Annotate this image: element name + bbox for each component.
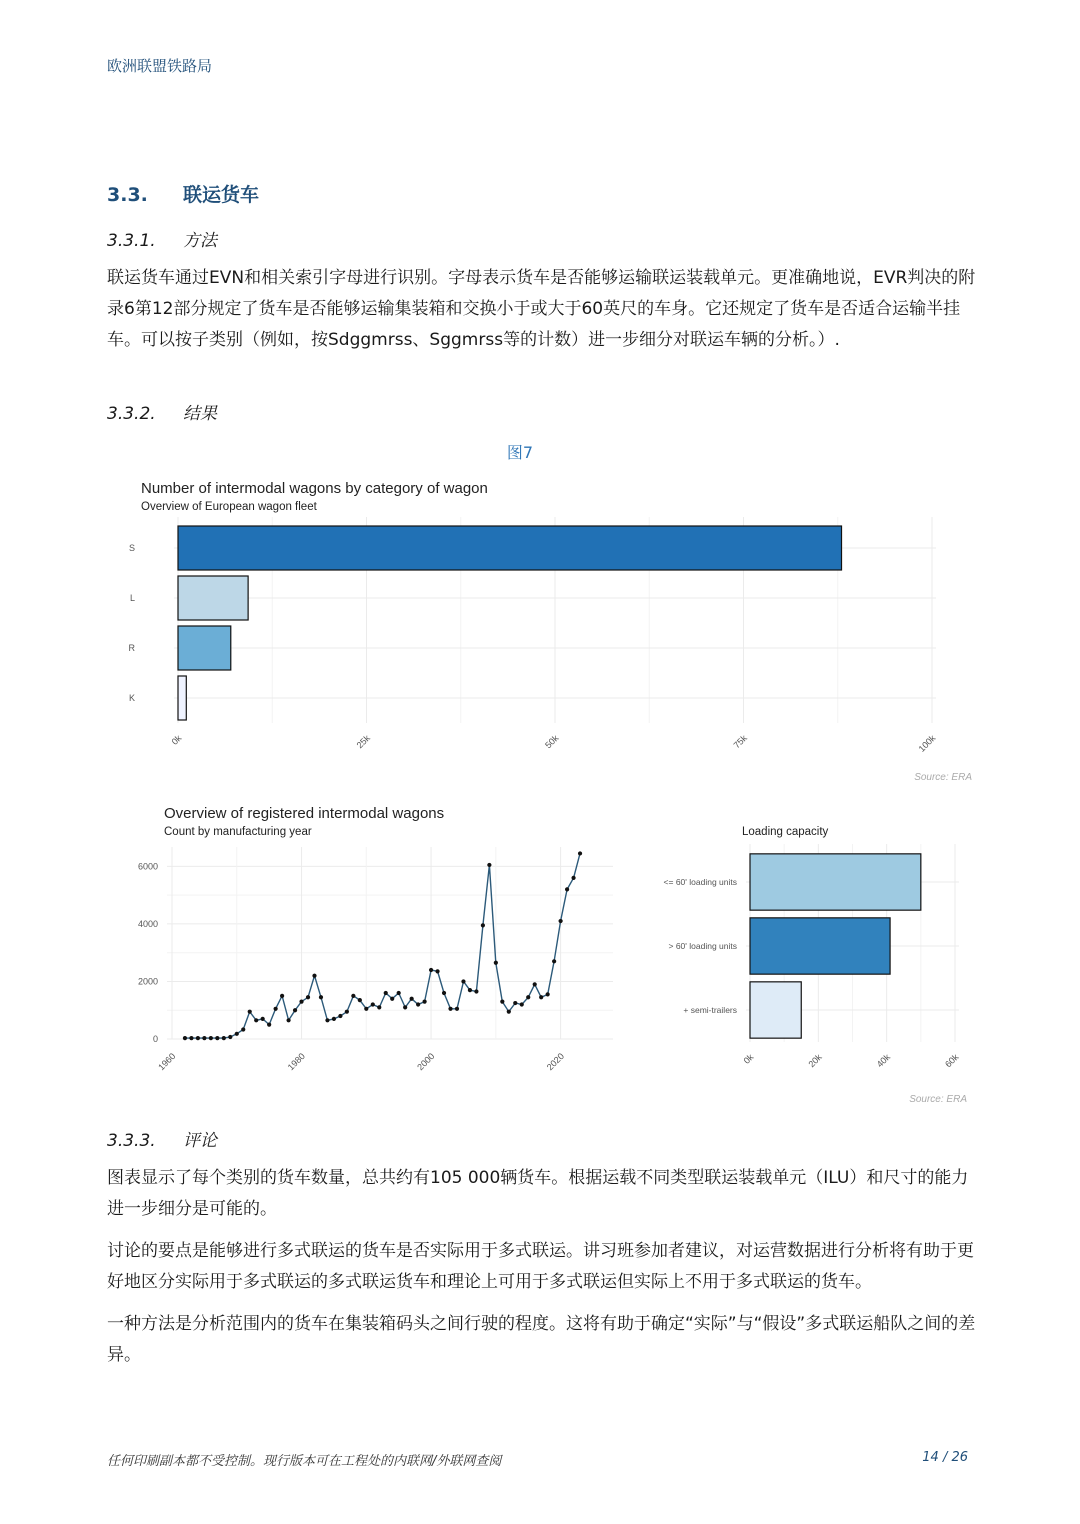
subsection-number: 3.3.1. <box>107 231 156 251</box>
data-point <box>286 1018 290 1022</box>
data-point <box>274 1007 278 1011</box>
data-point <box>325 1018 329 1022</box>
data-point <box>468 988 472 992</box>
data-point <box>215 1036 219 1040</box>
data-point <box>578 851 582 855</box>
data-point <box>299 1000 303 1004</box>
bar <box>750 982 801 1038</box>
subsection-heading-method <box>107 226 217 251</box>
data-point <box>306 995 310 999</box>
x-tick-label: 75k <box>731 733 749 751</box>
figure-caption: 图7 <box>506 443 534 462</box>
x-tick-label: 100k <box>916 733 938 754</box>
data-point <box>254 1018 258 1022</box>
data-point <box>183 1036 187 1040</box>
data-point <box>358 998 362 1002</box>
data-point <box>351 994 355 998</box>
bar <box>178 626 231 670</box>
chart-source: Source: ERA <box>914 772 972 783</box>
data-point <box>410 997 414 1001</box>
data-point <box>520 1002 524 1006</box>
y-tick-label: 0 <box>152 1034 158 1044</box>
chart-subtitle: Count by manufacturing year <box>164 826 312 838</box>
chart-title: Overview of registered intermodal wagons <box>164 805 445 822</box>
x-tick-label: 1960 <box>156 1051 178 1073</box>
data-point <box>429 968 433 972</box>
data-point <box>423 1000 427 1004</box>
chart-title: Loading capacity <box>742 826 829 838</box>
data-point <box>312 974 316 978</box>
data-point <box>377 1005 381 1009</box>
data-point <box>235 1032 239 1036</box>
y-tick-label: 2000 <box>137 976 158 987</box>
data-point <box>526 995 530 999</box>
data-point <box>435 969 439 973</box>
x-tick-label: 25k <box>354 733 372 751</box>
chart-source: Source: ERA <box>909 1094 967 1105</box>
data-point <box>345 1010 349 1014</box>
data-point <box>571 876 575 880</box>
data-point <box>228 1035 232 1039</box>
data-point <box>319 995 323 999</box>
x-tick-label: 1980 <box>285 1051 307 1073</box>
data-point <box>448 1007 452 1011</box>
chart-title: Number of intermodal wagons by category of wagon <box>141 480 488 497</box>
x-tick-label: 2000 <box>415 1051 437 1073</box>
chart-subtitle: Overview of European wagon fleet <box>141 501 317 513</box>
data-point <box>209 1036 213 1040</box>
x-tick-label: 40k <box>874 1052 893 1070</box>
category-label: L <box>129 593 135 603</box>
data-point <box>371 1002 375 1006</box>
x-tick-label: 60k <box>943 1052 961 1070</box>
bar <box>750 854 921 910</box>
data-point <box>565 887 569 891</box>
data-point <box>559 919 563 923</box>
x-tick-label: 0k <box>741 1052 756 1066</box>
category-label: R <box>128 643 135 653</box>
section-number: 3.3. <box>107 184 148 206</box>
category-label: <= 60' loading units <box>663 877 737 887</box>
subsection-title: 结果 <box>183 404 217 424</box>
data-point <box>332 1017 336 1021</box>
data-point <box>533 982 537 986</box>
comment-paragraph-1: 图表显示了每个类别的货车数量，总共约有105 000辆货车。根据运载不同类型联运装载单元（ILU）和尺寸的能力进一步细分是可能的。 <box>107 1168 969 1219</box>
comment-paragraph-3: 一种方法是分析范围内的货车在集装箱码头之间行驶的程度。这将有助于确定“实际”与“假设”多式联运船队之间的差异。 <box>107 1314 976 1365</box>
subsection-title: 评论 <box>183 1131 217 1151</box>
data-point <box>280 994 284 998</box>
subsection-number: 3.3.2. <box>107 404 156 424</box>
data-point <box>390 997 394 1001</box>
data-point <box>384 991 388 995</box>
subsection-title: 方法 <box>183 231 217 251</box>
data-point <box>293 1008 297 1012</box>
page-number: 14 / 26 <box>922 1450 968 1465</box>
category-label: + semi-trailers <box>683 1005 737 1015</box>
data-point <box>552 959 556 963</box>
data-point <box>189 1036 193 1040</box>
data-point <box>546 992 550 996</box>
data-point <box>487 863 491 867</box>
data-point <box>481 923 485 927</box>
data-point <box>494 961 498 965</box>
manufacturing-year-chart <box>110 795 630 1095</box>
data-point <box>416 1002 420 1006</box>
data-point <box>442 991 446 995</box>
subsection-heading-results <box>107 399 217 424</box>
header-organization: 欧洲联盟铁路局 <box>107 57 213 75</box>
bar <box>750 918 890 974</box>
data-point <box>397 991 401 995</box>
subsection-heading-comments <box>107 1126 217 1151</box>
x-tick-label: 50k <box>543 733 561 751</box>
data-point <box>338 1014 342 1018</box>
section-heading <box>107 180 259 207</box>
data-point <box>202 1036 206 1040</box>
subsection-number: 3.3.3. <box>107 1131 156 1151</box>
x-tick-label: 20k <box>806 1052 824 1070</box>
y-tick-label: 4000 <box>137 918 158 929</box>
bar <box>178 526 842 570</box>
data-point <box>241 1027 245 1031</box>
data-point <box>507 1010 511 1014</box>
data-point <box>539 995 543 999</box>
data-point <box>455 1007 459 1011</box>
comment-paragraph-2: 讨论的要点是能够进行多式联运的货车是否实际用于多式联运。讲习班参加者建议，对运营数据进行分析将有助于更好地区分实际用于多式联运的多式联运货车和理论上可用于多式联运但实际上不用于多式联运的货车。 <box>107 1241 974 1292</box>
x-tick-label: 0k <box>169 733 184 747</box>
bar <box>178 576 248 620</box>
method-paragraph: 联运货车通过EVN和相关索引字母进行识别。字母表示货车是否能够运输联运装载单元。更准确地说，EVR判决的附录6第12部分规定了货车是否能够运输集装箱和交换小于或大于60英尺的车身。它还规定了货车是否适合运输半挂车。可以按子类别（例如，按Sdggmrss、Sggmrss等的计数）进一步细分对联运车辆的分析。）. <box>107 268 976 350</box>
data-point <box>261 1017 265 1021</box>
data-point <box>461 979 465 983</box>
data-point <box>500 1000 504 1004</box>
data-point <box>513 1001 517 1005</box>
data-point <box>364 1007 368 1011</box>
footer-note: 任何印刷副本都不受控制。现行版本可在工程处的内联网/外联网查阅 <box>107 1454 502 1469</box>
category-label: K <box>128 693 135 703</box>
wagon-category-chart <box>110 470 980 790</box>
data-point <box>248 1010 252 1014</box>
x-tick-label: 2020 <box>544 1051 567 1073</box>
category-label: S <box>128 543 135 553</box>
data-point <box>196 1036 200 1040</box>
section-title: 联运货车 <box>183 184 260 206</box>
data-point <box>403 1005 407 1009</box>
data-point <box>222 1036 226 1040</box>
bar <box>178 676 186 720</box>
y-tick-label: 6000 <box>137 861 158 872</box>
loading-capacity-chart <box>630 795 980 1110</box>
data-point <box>474 989 478 993</box>
data-point <box>267 1023 271 1027</box>
category-label: > 60' loading units <box>668 941 737 951</box>
